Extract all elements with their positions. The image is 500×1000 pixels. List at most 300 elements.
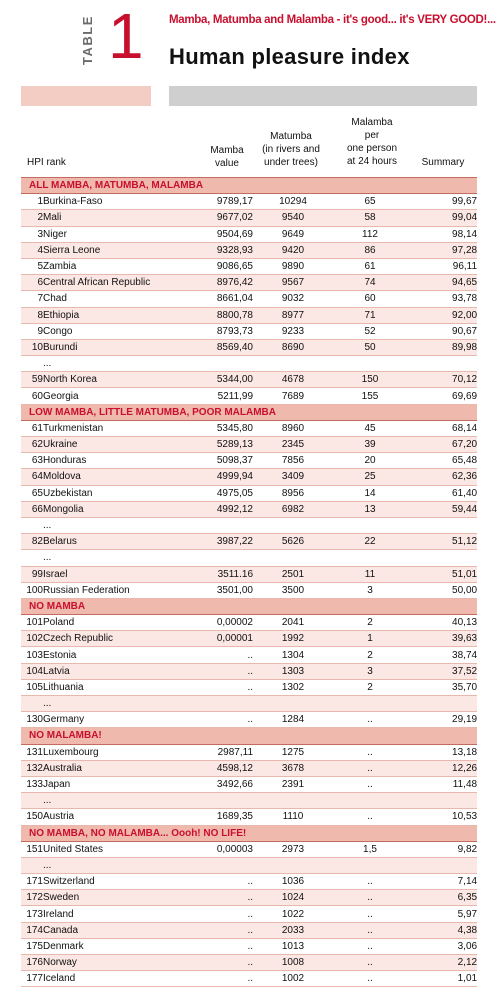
country-cell: ... xyxy=(43,517,177,533)
mamba-value-cell: 8793,73 xyxy=(177,323,253,339)
matumba-cell: 3409 xyxy=(253,469,333,485)
table-row xyxy=(21,323,477,339)
rank-cell: 132 xyxy=(21,760,43,776)
table-row xyxy=(21,809,477,825)
malamba-cell: 71 xyxy=(333,307,407,323)
country-cell: Czech Republic xyxy=(43,631,177,647)
country-cell: Congo xyxy=(43,323,177,339)
rank-cell: 8 xyxy=(21,307,43,323)
table-row xyxy=(21,906,477,922)
malamba-cell xyxy=(333,550,407,566)
mamba-value-cell: 8569,40 xyxy=(177,339,253,355)
col-header-matumba-l1: Matumba xyxy=(270,131,312,142)
mamba-value-cell: 9789,17 xyxy=(177,194,253,210)
country-cell: Ireland xyxy=(43,906,177,922)
malamba-cell: 65 xyxy=(333,194,407,210)
summary-cell: 39,63 xyxy=(407,631,477,647)
summary-cell: 93,78 xyxy=(407,291,477,307)
table-row xyxy=(21,534,477,550)
summary-cell: 6,35 xyxy=(407,890,477,906)
rank-cell xyxy=(21,857,43,873)
rank-cell: 60 xyxy=(21,388,43,404)
hpi-table-body xyxy=(21,178,477,987)
table-row xyxy=(21,501,477,517)
matumba-cell: 6982 xyxy=(253,501,333,517)
country-cell: Mali xyxy=(43,210,177,226)
rank-cell: 105 xyxy=(21,679,43,695)
table-row xyxy=(21,566,477,582)
summary-cell: 2,12 xyxy=(407,955,477,971)
decorative-bar-grey xyxy=(169,86,477,106)
malamba-cell: .. xyxy=(333,938,407,954)
malamba-cell: .. xyxy=(333,809,407,825)
rank-cell: 10 xyxy=(21,339,43,355)
summary-cell xyxy=(407,517,477,533)
table-label: TABLE xyxy=(80,15,95,65)
section-header-row xyxy=(21,598,477,614)
country-cell: Ukraine xyxy=(43,437,177,453)
table-row xyxy=(21,210,477,226)
malamba-cell xyxy=(333,857,407,873)
matumba-cell xyxy=(253,793,333,809)
table-row xyxy=(21,485,477,501)
country-cell: ... xyxy=(43,696,177,712)
malamba-cell: 1,5 xyxy=(333,841,407,857)
table-row xyxy=(21,437,477,453)
malamba-cell: 22 xyxy=(333,534,407,550)
matumba-cell: 3500 xyxy=(253,582,333,598)
mamba-value-cell: 4975,05 xyxy=(177,485,253,501)
rank-cell: 4 xyxy=(21,242,43,258)
matumba-cell: 10294 xyxy=(253,194,333,210)
hpi-table xyxy=(21,177,477,987)
country-cell: Sweden xyxy=(43,890,177,906)
summary-cell: 3,06 xyxy=(407,938,477,954)
table-row xyxy=(21,388,477,404)
country-cell: Ethiopia xyxy=(43,307,177,323)
mamba-value-cell: 3987,22 xyxy=(177,534,253,550)
malamba-cell: 112 xyxy=(333,226,407,242)
summary-cell: 7,14 xyxy=(407,874,477,890)
matumba-cell: 7856 xyxy=(253,453,333,469)
summary-cell: 99,67 xyxy=(407,194,477,210)
matumba-cell: 2501 xyxy=(253,566,333,582)
malamba-cell: 3 xyxy=(333,582,407,598)
mamba-value-cell xyxy=(177,696,253,712)
section-header-row xyxy=(21,825,477,841)
matumba-cell: 2041 xyxy=(253,615,333,631)
summary-cell: 1,01 xyxy=(407,971,477,987)
table-row xyxy=(21,226,477,242)
mamba-value-cell: 4992,12 xyxy=(177,501,253,517)
rank-cell: 133 xyxy=(21,776,43,792)
col-header-malamba-l1: Malamba xyxy=(351,117,393,128)
rank-cell: 65 xyxy=(21,485,43,501)
country-cell: Turkmenistan xyxy=(43,420,177,436)
matumba-cell: 1992 xyxy=(253,631,333,647)
malamba-cell: .. xyxy=(333,760,407,776)
rank-cell: 176 xyxy=(21,955,43,971)
rank-cell: 3 xyxy=(21,226,43,242)
mamba-value-cell: 5345,80 xyxy=(177,420,253,436)
mamba-value-cell: .. xyxy=(177,890,253,906)
table-row xyxy=(21,194,477,210)
rank-cell: 7 xyxy=(21,291,43,307)
malamba-cell: 11 xyxy=(333,566,407,582)
rank-cell: 2 xyxy=(21,210,43,226)
table-row xyxy=(21,857,477,873)
summary-cell: 13,18 xyxy=(407,744,477,760)
summary-cell: 51,01 xyxy=(407,566,477,582)
mamba-value-cell xyxy=(177,793,253,809)
matumba-cell xyxy=(253,517,333,533)
col-header-matumba-l2: (in rivers and xyxy=(262,144,320,155)
matumba-cell: 8690 xyxy=(253,339,333,355)
matumba-cell: 1024 xyxy=(253,890,333,906)
malamba-cell: .. xyxy=(333,744,407,760)
table-row xyxy=(21,679,477,695)
malamba-cell: .. xyxy=(333,776,407,792)
country-cell: Iceland xyxy=(43,971,177,987)
malamba-cell: 2 xyxy=(333,615,407,631)
table-row xyxy=(21,922,477,938)
table-row xyxy=(21,550,477,566)
malamba-cell: 74 xyxy=(333,275,407,291)
country-cell: Mongolia xyxy=(43,501,177,517)
matumba-cell xyxy=(253,356,333,372)
malamba-cell: 45 xyxy=(333,420,407,436)
table-row xyxy=(21,776,477,792)
rank-cell: 104 xyxy=(21,663,43,679)
country-cell: Sierra Leone xyxy=(43,242,177,258)
country-cell: Switzerland xyxy=(43,874,177,890)
col-header-summary: Summary xyxy=(421,157,465,168)
mamba-value-cell: 0,00003 xyxy=(177,841,253,857)
summary-cell: 40,13 xyxy=(407,615,477,631)
summary-cell xyxy=(407,793,477,809)
table-row xyxy=(21,938,477,954)
malamba-cell: 2 xyxy=(333,679,407,695)
country-cell: Russian Federation xyxy=(43,582,177,598)
malamba-cell xyxy=(333,793,407,809)
country-cell: Estonia xyxy=(43,647,177,663)
rank-cell: 63 xyxy=(21,453,43,469)
malamba-cell: 155 xyxy=(333,388,407,404)
malamba-cell: .. xyxy=(333,874,407,890)
col-header-matumba xyxy=(253,130,329,169)
summary-cell: 4,38 xyxy=(407,922,477,938)
table-row xyxy=(21,712,477,728)
mamba-value-cell: .. xyxy=(177,971,253,987)
mamba-value-cell: .. xyxy=(177,922,253,938)
country-cell: Georgia xyxy=(43,388,177,404)
rank-cell: 150 xyxy=(21,809,43,825)
country-cell: Norway xyxy=(43,955,177,971)
matumba-cell: 2033 xyxy=(253,922,333,938)
table-row xyxy=(21,372,477,388)
summary-cell: 65,48 xyxy=(407,453,477,469)
mamba-value-cell xyxy=(177,356,253,372)
mamba-value-cell: .. xyxy=(177,663,253,679)
col-header-mamba-text: Mamba value xyxy=(210,145,244,169)
matumba-cell: 2391 xyxy=(253,776,333,792)
mamba-value-cell: 3501,00 xyxy=(177,582,253,598)
malamba-cell: .. xyxy=(333,890,407,906)
malamba-cell: .. xyxy=(333,955,407,971)
malamba-cell: 50 xyxy=(333,339,407,355)
malamba-cell: .. xyxy=(333,712,407,728)
country-cell: ... xyxy=(43,857,177,873)
mamba-value-cell: 9086,65 xyxy=(177,258,253,274)
matumba-cell: 1036 xyxy=(253,874,333,890)
rank-cell: 64 xyxy=(21,469,43,485)
mamba-value-cell xyxy=(177,517,253,533)
mamba-value-cell: 9677,02 xyxy=(177,210,253,226)
rank-cell: 130 xyxy=(21,712,43,728)
country-cell: Australia xyxy=(43,760,177,776)
summary-cell: 50,00 xyxy=(407,582,477,598)
table-row xyxy=(21,631,477,647)
country-cell: Honduras xyxy=(43,453,177,469)
malamba-cell: 3 xyxy=(333,663,407,679)
summary-cell: 59,44 xyxy=(407,501,477,517)
rank-cell: 177 xyxy=(21,971,43,987)
rank-cell: 66 xyxy=(21,501,43,517)
summary-cell: 98,14 xyxy=(407,226,477,242)
rank-cell: 101 xyxy=(21,615,43,631)
malamba-cell: 20 xyxy=(333,453,407,469)
rank-cell: 100 xyxy=(21,582,43,598)
matumba-cell: 1013 xyxy=(253,938,333,954)
mamba-value-cell: .. xyxy=(177,938,253,954)
section-label: NO MALAMBA! xyxy=(21,728,477,744)
country-cell: North Korea xyxy=(43,372,177,388)
summary-cell xyxy=(407,696,477,712)
table-row xyxy=(21,469,477,485)
summary-cell: 70,12 xyxy=(407,372,477,388)
mamba-value-cell: .. xyxy=(177,874,253,890)
table-row xyxy=(21,453,477,469)
malamba-cell: 61 xyxy=(333,258,407,274)
country-cell: Canada xyxy=(43,922,177,938)
table-row xyxy=(21,971,477,987)
mamba-value-cell: 8976,42 xyxy=(177,275,253,291)
table-row xyxy=(21,307,477,323)
country-cell: ... xyxy=(43,356,177,372)
matumba-cell: 8956 xyxy=(253,485,333,501)
matumba-cell: 5626 xyxy=(253,534,333,550)
section-header-row xyxy=(21,404,477,420)
summary-cell xyxy=(407,857,477,873)
rank-cell: 175 xyxy=(21,938,43,954)
rank-cell xyxy=(21,517,43,533)
table-row xyxy=(21,356,477,372)
col-header-mamba xyxy=(197,144,257,170)
table-row xyxy=(21,242,477,258)
matumba-cell: 3678 xyxy=(253,760,333,776)
country-cell: ... xyxy=(43,793,177,809)
malamba-cell: .. xyxy=(333,971,407,987)
rank-cell: 82 xyxy=(21,534,43,550)
rank-cell: 103 xyxy=(21,647,43,663)
malamba-cell: 58 xyxy=(333,210,407,226)
rank-cell: 5 xyxy=(21,258,43,274)
matumba-cell: 8977 xyxy=(253,307,333,323)
summary-cell: 67,20 xyxy=(407,437,477,453)
mamba-value-cell: .. xyxy=(177,647,253,663)
malamba-cell: 14 xyxy=(333,485,407,501)
matumba-cell: 1303 xyxy=(253,663,333,679)
summary-cell: 11,48 xyxy=(407,776,477,792)
mamba-value-cell: 8800,78 xyxy=(177,307,253,323)
rank-cell: 171 xyxy=(21,874,43,890)
matumba-cell: 9649 xyxy=(253,226,333,242)
matumba-cell: 2973 xyxy=(253,841,333,857)
malamba-cell: 13 xyxy=(333,501,407,517)
rank-cell: 62 xyxy=(21,437,43,453)
rank-cell: 102 xyxy=(21,631,43,647)
table-row xyxy=(21,760,477,776)
matumba-cell: 8960 xyxy=(253,420,333,436)
section-header-row xyxy=(21,178,477,194)
country-cell: Israel xyxy=(43,566,177,582)
table-row xyxy=(21,793,477,809)
rank-cell: 99 xyxy=(21,566,43,582)
section-label: NO MAMBA xyxy=(21,598,477,614)
col-header-malamba xyxy=(337,116,407,168)
table-row xyxy=(21,615,477,631)
matumba-cell: 1304 xyxy=(253,647,333,663)
matumba-cell: 9890 xyxy=(253,258,333,274)
country-cell: Uzbekistan xyxy=(43,485,177,501)
malamba-cell: 86 xyxy=(333,242,407,258)
rank-cell xyxy=(21,356,43,372)
summary-cell xyxy=(407,550,477,566)
summary-cell: 5,97 xyxy=(407,906,477,922)
country-cell: Luxembourg xyxy=(43,744,177,760)
matumba-cell: 1008 xyxy=(253,955,333,971)
summary-cell: 96,11 xyxy=(407,258,477,274)
column-headers xyxy=(21,112,477,176)
section-label: ALL MAMBA, MATUMBA, MALAMBA xyxy=(21,178,477,194)
mamba-value-cell: 9504,69 xyxy=(177,226,253,242)
rank-cell: 131 xyxy=(21,744,43,760)
mamba-value-cell: 8661,04 xyxy=(177,291,253,307)
summary-cell xyxy=(407,356,477,372)
malamba-cell: 2 xyxy=(333,647,407,663)
malamba-cell xyxy=(333,517,407,533)
summary-cell: 90,67 xyxy=(407,323,477,339)
country-cell: Burundi xyxy=(43,339,177,355)
country-cell: Japan xyxy=(43,776,177,792)
summary-cell: 89,98 xyxy=(407,339,477,355)
table-row xyxy=(21,890,477,906)
rank-cell: 59 xyxy=(21,372,43,388)
col-header-malamba-l4: at 24 hours xyxy=(346,156,398,167)
malamba-cell: .. xyxy=(333,906,407,922)
section-label: LOW MAMBA, LITTLE MATUMBA, POOR MALAMBA xyxy=(21,404,477,420)
rank-cell xyxy=(21,793,43,809)
page-title: Human pleasure index xyxy=(169,44,410,69)
summary-cell: 61,40 xyxy=(407,485,477,501)
rank-cell: 172 xyxy=(21,890,43,906)
country-cell: Latvia xyxy=(43,663,177,679)
malamba-cell: 52 xyxy=(333,323,407,339)
matumba-cell: 7689 xyxy=(253,388,333,404)
matumba-cell: 4678 xyxy=(253,372,333,388)
summary-cell: 92,00 xyxy=(407,307,477,323)
mamba-value-cell: 5344,00 xyxy=(177,372,253,388)
malamba-cell: 150 xyxy=(333,372,407,388)
mamba-value-cell: 1689,35 xyxy=(177,809,253,825)
mamba-value-cell: 2987,11 xyxy=(177,744,253,760)
summary-cell: 62,36 xyxy=(407,469,477,485)
rank-cell xyxy=(21,550,43,566)
col-header-matumba-l3: under trees) xyxy=(264,157,318,168)
country-cell: Central African Republic xyxy=(43,275,177,291)
table-row xyxy=(21,647,477,663)
country-cell: Lithuania xyxy=(43,679,177,695)
matumba-cell xyxy=(253,857,333,873)
mamba-value-cell: 5289,13 xyxy=(177,437,253,453)
matumba-cell: 1275 xyxy=(253,744,333,760)
rank-cell: 173 xyxy=(21,906,43,922)
mamba-value-cell: 4999,94 xyxy=(177,469,253,485)
summary-cell: 51,12 xyxy=(407,534,477,550)
country-cell: Niger xyxy=(43,226,177,242)
country-cell: Burkina-Faso xyxy=(43,194,177,210)
summary-cell: 9,82 xyxy=(407,841,477,857)
summary-cell: 68,14 xyxy=(407,420,477,436)
mamba-value-cell: 5098,37 xyxy=(177,453,253,469)
malamba-cell: 1 xyxy=(333,631,407,647)
table-row xyxy=(21,339,477,355)
page-header xyxy=(0,0,500,110)
summary-cell: 69,69 xyxy=(407,388,477,404)
matumba-cell: 2345 xyxy=(253,437,333,453)
mamba-value-cell: .. xyxy=(177,906,253,922)
country-cell: Moldova xyxy=(43,469,177,485)
country-cell: ... xyxy=(43,550,177,566)
table-row xyxy=(21,663,477,679)
mamba-value-cell: 3492,66 xyxy=(177,776,253,792)
malamba-cell xyxy=(333,356,407,372)
mamba-value-cell: 0,00002 xyxy=(177,615,253,631)
mamba-value-cell: .. xyxy=(177,955,253,971)
mamba-value-cell: 0,00001 xyxy=(177,631,253,647)
country-cell: Zambia xyxy=(43,258,177,274)
col-header-rank: HPI rank xyxy=(27,157,66,168)
rank-cell: 9 xyxy=(21,323,43,339)
malamba-cell xyxy=(333,696,407,712)
summary-cell: 38,74 xyxy=(407,647,477,663)
section-label: NO MAMBA, NO MALAMBA... Oooh! NO LIFE! xyxy=(21,825,477,841)
matumba-cell: 9233 xyxy=(253,323,333,339)
mamba-value-cell: .. xyxy=(177,679,253,695)
matumba-cell: 1110 xyxy=(253,809,333,825)
rank-cell: 1 xyxy=(21,194,43,210)
decorative-bar-pink xyxy=(21,86,151,106)
table-row xyxy=(21,420,477,436)
summary-cell: 10,53 xyxy=(407,809,477,825)
matumba-cell xyxy=(253,696,333,712)
malamba-cell: 25 xyxy=(333,469,407,485)
country-cell: Denmark xyxy=(43,938,177,954)
table-row xyxy=(21,291,477,307)
table-row xyxy=(21,517,477,533)
mamba-value-cell xyxy=(177,550,253,566)
table-row xyxy=(21,841,477,857)
